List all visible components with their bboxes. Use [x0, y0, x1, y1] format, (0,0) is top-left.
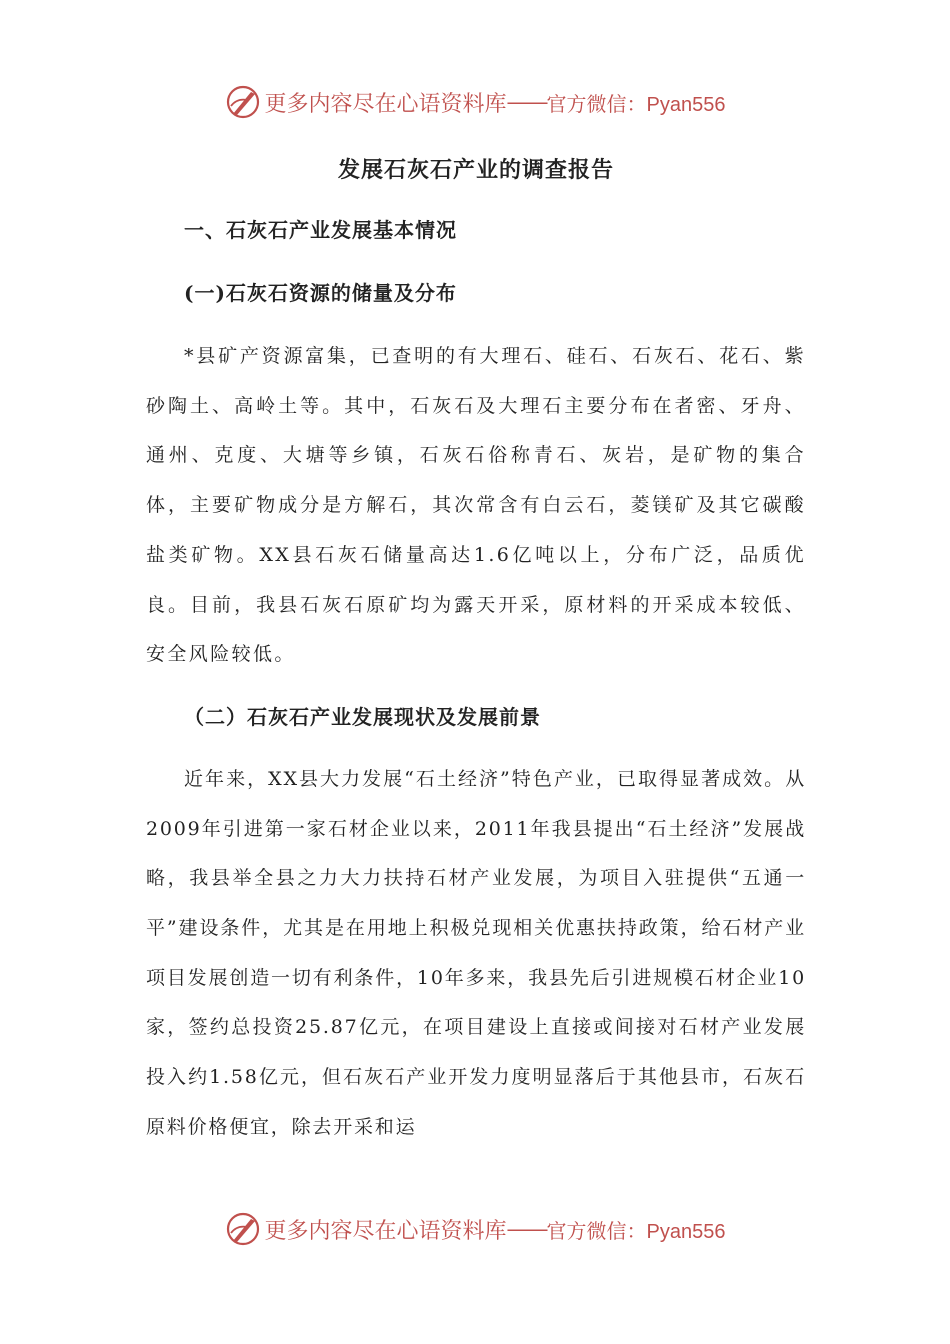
paragraph-development: 近年来，XX县大力发展“石土经济”特色产业，已取得显著成效。从2009年引进第一家石材企业以来，2011年我县提出“石土经济”发展战略，我县举全县之力大力扶持石材产业发展，为项目入驻提供“五通一平”建设条件，尤其是在用地上积极兑现相关优惠扶持政策，给石材产业项目发展创造一切有利条件，10年多来，我县先后引进规模石材企业10家，签约总投资25.87亿元，在项目建设上直接或间接对石材产业发展投入约1.58亿元，但石灰石产业开发力度明显落后于其他县市，石灰石原料价格便宜，除去开采和运 — [146, 767, 806, 1138]
watermark-text: 更多内容尽在心语资料库 — [264, 1218, 507, 1244]
section-heading-1: 一、石灰石产业发展基本情况 — [184, 218, 457, 242]
paragraph-reserves: *县矿产资源富集，已查明的有大理石、硅石、石灰石、花石、紫砂陶土、高岭土等。其中，石灰石及大理石主要分布在者密、牙舟、通州、克度、大塘等乡镇，石灰石俗称青石、灰岩，是矿物的集合体，主要矿物成分是方解石，其次常含有白云石，菱镁矿及其它碳酸盐类矿物。XX县石灰石储量高达1.6亿吨以上，分布广泛，品质优良。目前，我县石灰石原矿均为露天开采，原材料的开采成本较低、安全风险较低。 — [146, 345, 806, 666]
subsection-heading-2: （二）石灰石产业发展现状及发展前景 — [184, 704, 541, 729]
watermark-wechat: 官方微信：Pyan556 — [546, 1220, 726, 1243]
watermark-wechat: 官方微信：Pyan556 — [546, 93, 726, 116]
watermark-separator: —— — [506, 89, 547, 115]
quill-pen-logo — [225, 1211, 261, 1247]
watermark-text: 更多内容尽在心语资料库 — [264, 91, 507, 117]
watermark-separator: —— — [506, 1216, 547, 1242]
footer-watermark — [0, 1207, 950, 1251]
quill-pen-logo — [225, 84, 261, 120]
subsection-heading-1: (一)石灰石资源的储量及分布 — [184, 281, 457, 305]
document-body — [146, 145, 806, 1153]
header-watermark — [0, 80, 950, 124]
document-title: 发展石灰石产业的调查报告 — [337, 157, 614, 183]
